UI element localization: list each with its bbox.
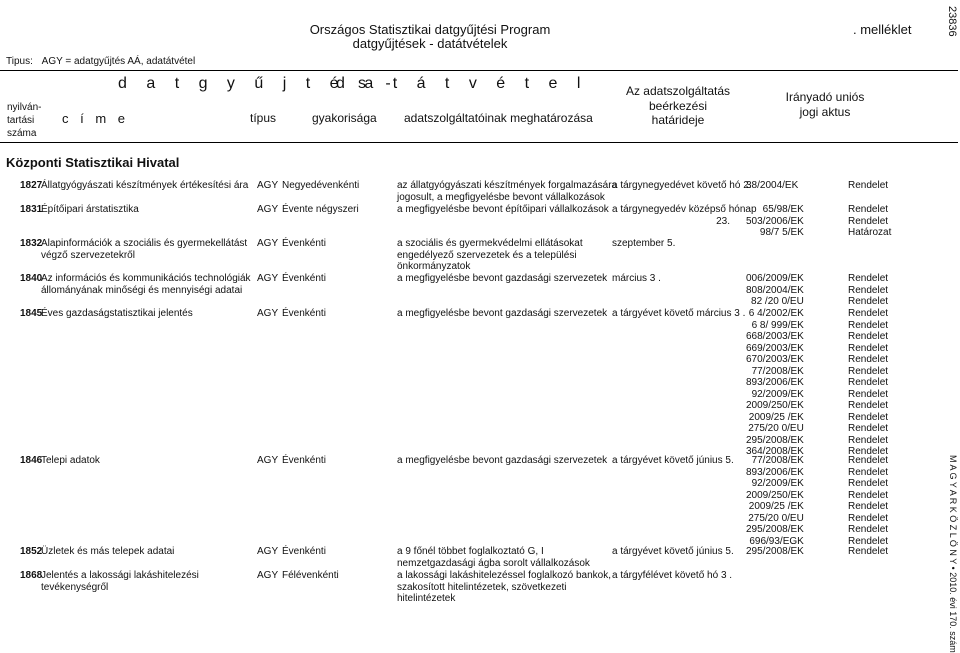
row-acts-line: 295/2008/EK — [746, 434, 804, 446]
row-acts — [746, 308, 804, 458]
row-deadline-line: a tárgyévet követő június 5. — [612, 546, 734, 557]
row-acts-line: 503/2006/EK — [746, 215, 804, 227]
row-providers — [397, 273, 607, 285]
row-kinds-line: Rendelet — [848, 377, 889, 388]
row-acts-line: 669/2003/EK — [746, 342, 804, 354]
row-acts — [746, 273, 804, 308]
row-acts-line: 77/2008/EK — [751, 455, 804, 466]
row-providers-line: a megfigyelésbe bevont gazdasági szervezetek — [397, 273, 608, 284]
row-title — [41, 455, 100, 467]
row-acts — [746, 455, 804, 547]
row-frequency: Évenkénti — [282, 273, 326, 284]
row-acts-line: 2009/25 /EK — [748, 501, 804, 512]
row-providers — [397, 180, 617, 203]
row-frequency: Évenkénti — [282, 308, 326, 319]
row-kinds-line: Rendelet — [848, 524, 889, 535]
row-kinds-line: Rendelet — [848, 434, 889, 446]
row-number: 1845 — [20, 308, 43, 319]
type-label — [6, 56, 195, 68]
row-kinds-line: Rendelet — [848, 388, 889, 400]
col-iranyado-1: Irányadó uniós — [785, 90, 865, 104]
section-title: Központi Statisztikai Hivatal — [6, 155, 180, 170]
row-title — [41, 204, 139, 216]
row-deadline-line: a tárgynegyedév középső hónap — [612, 204, 757, 215]
row-acts-line: 92/2009/EK — [751, 478, 804, 489]
row-kinds-line: Rendelet — [848, 546, 889, 557]
row-title — [41, 273, 251, 296]
row-frequency: Évenkénti — [282, 238, 326, 249]
row-title-line: Telepi adatok — [41, 455, 100, 466]
col-szolgaltatoi: adatszolgáltatóinak meghatározása — [404, 111, 593, 125]
row-title-line: Építőipari árstatisztika — [41, 204, 139, 215]
row-kinds-line: Rendelet — [848, 400, 889, 411]
row-acts-line: 696/93/EGK — [749, 535, 804, 547]
row-frequency: Évente négyszeri — [282, 204, 359, 215]
col-beerkezesi-3: határideje — [651, 113, 705, 127]
row-acts-line: 295/2008/EK — [746, 524, 804, 535]
row-providers-line: a lakossági lakáshitelezéssel foglalkozó bankok, — [397, 570, 612, 581]
row-title — [41, 180, 248, 192]
row-type: AGY — [257, 238, 279, 249]
row-acts-line: 2009/250/EK — [746, 489, 804, 501]
row-deadline-line: a tárgynegyedévet követő hó 2. — [612, 180, 752, 191]
col-nyilvantartasi — [7, 101, 41, 140]
row-title-line: Az információs és kommunikációs technológiák — [41, 273, 251, 284]
row-acts-line: 893/2006/EK — [746, 466, 804, 478]
row-providers-line: a szociális és gyermekvédelmi ellátásokat — [397, 238, 583, 249]
row-frequency: Évenkénti — [282, 546, 326, 557]
row-deadline — [612, 570, 732, 582]
row-providers-line: hitelintézetek — [397, 593, 456, 604]
row-title-line: Alapinformációk a szociális és gyermekellátást — [41, 238, 248, 249]
row-number: 1831 — [20, 204, 43, 215]
row-acts — [746, 180, 798, 192]
row-providers-line: a megfigyelésbe bevont építőipari vállalkozások — [397, 204, 609, 215]
row-type: AGY — [257, 455, 279, 466]
row-kinds-line: Rendelet — [848, 489, 889, 501]
row-kinds-line: Rendelet — [848, 501, 889, 512]
row-number: 1852 — [20, 546, 43, 557]
row-kinds-line: Rendelet — [848, 331, 889, 342]
row-providers-line: a megfigyelésbe bevont gazdasági szervezetek — [397, 455, 608, 466]
row-deadline — [612, 546, 734, 558]
row-kinds-line: Rendelet — [848, 535, 889, 547]
row-acts-line: 65/98/EK — [762, 204, 804, 215]
side-journal-text: M A G Y A R K Ö Z L Ö N Y • 2010. évi 170. szám — [948, 455, 958, 653]
program-title-line2: datgyűjtések - datátvételek — [352, 36, 508, 51]
annex-label: . melléklet — [853, 22, 912, 37]
row-kinds — [848, 204, 891, 239]
col-nyilvantartasi-3: száma — [7, 128, 37, 139]
row-title-line: Jelentés a lakossági lakáshitelezési — [41, 570, 199, 581]
row-kinds-line: Rendelet — [848, 466, 889, 478]
row-deadline-line: 23. — [716, 215, 730, 227]
row-kinds-line: Rendelet — [848, 446, 889, 457]
row-providers-line: önkormányzatok — [397, 261, 471, 272]
row-kinds-line: Rendelet — [848, 319, 889, 331]
col-tipus: típus — [250, 111, 277, 125]
row-kinds — [848, 546, 888, 558]
row-deadline-line: a tárgyfélévet követő hó 3 . — [612, 570, 733, 581]
header-bottom-rule — [0, 142, 958, 143]
row-kinds-line: Rendelet — [848, 365, 889, 377]
row-deadline — [612, 180, 752, 192]
row-acts-line: 6 4/2002/EK — [748, 308, 804, 319]
row-deadline-line: március 3 . — [612, 273, 661, 284]
row-kinds-line: Rendelet — [848, 342, 889, 354]
row-title-line: Állatgyógyászati készítmények értékesítési ára — [41, 180, 249, 191]
col-nyilvantartasi-2: tartási — [7, 115, 35, 126]
col-beerkezesi-1: Az adatszolgáltatás — [625, 84, 731, 98]
row-title — [41, 308, 193, 320]
row-providers-line: jogosult, a megfigyelésbe bevont vállalkozások — [397, 191, 605, 203]
row-kinds-line: Rendelet — [848, 308, 889, 319]
row-kinds — [848, 455, 888, 547]
row-kinds-line: Rendelet — [848, 215, 889, 227]
row-providers — [397, 455, 607, 467]
row-providers — [397, 204, 609, 216]
row-acts-line: 38/2004/EK — [746, 180, 799, 191]
row-title-line: Éves gazdaságstatisztikai jelentés — [41, 308, 193, 319]
row-deadline — [612, 238, 675, 250]
row-title-line: Üzletek és más telepek adatai — [41, 546, 175, 557]
col-beerkezesi-2: beérkezési — [648, 98, 708, 113]
row-kinds-line: Rendelet — [848, 423, 889, 434]
col-beerkezesi — [620, 84, 736, 128]
col-iranyado — [770, 90, 880, 119]
row-acts-line: 275/20 0/EU — [748, 423, 804, 434]
row-acts-line: 668/2003/EK — [746, 331, 804, 342]
row-type: AGY — [257, 308, 279, 319]
col-cime: c í m e — [62, 111, 130, 126]
row-frequency: Negyedévenkénti — [282, 180, 360, 191]
row-number: 1868 — [20, 570, 43, 581]
row-acts-line: 82 /20 0/EU — [751, 296, 804, 307]
row-kinds — [848, 308, 888, 458]
row-deadline — [612, 455, 734, 467]
col-datatvetel: d a t á t v é t e l — [336, 75, 588, 92]
row-providers — [397, 570, 611, 605]
row-deadline-line: a tárgyévet követő június 5. — [612, 455, 734, 466]
row-number: 1832 — [20, 238, 43, 249]
row-acts-line: 6 8/ 999/EK — [751, 319, 804, 331]
row-providers-line: a megfigyelésbe bevont gazdasági szervezetek — [397, 308, 608, 319]
row-deadline — [612, 204, 757, 227]
row-acts — [746, 546, 804, 558]
row-title-line: végző szervezetekről — [41, 249, 135, 261]
row-acts-line: 77/2008/EK — [751, 365, 804, 377]
row-type: AGY — [257, 570, 279, 581]
row-title-line: állományának minőségi és mennyiségi adatai — [41, 284, 243, 296]
row-kinds-line: Rendelet — [848, 284, 889, 296]
row-number: 1840 — [20, 273, 43, 284]
row-kinds-line: Rendelet — [848, 411, 889, 423]
row-frequency: Félévenkénti — [282, 570, 339, 581]
page-number: 23836 — [946, 6, 958, 37]
row-kinds-line: Rendelet — [848, 296, 889, 307]
row-acts — [746, 204, 804, 239]
row-kinds — [848, 180, 888, 192]
row-kinds-line: Rendelet — [848, 478, 889, 489]
row-acts-line: 893/2006/EK — [746, 377, 804, 388]
row-deadline-line: szeptember 5. — [612, 238, 676, 249]
col-datgyujtes: d a t g y ű j t é s - — [118, 75, 399, 92]
row-acts-line: 98/7 5/EK — [759, 227, 804, 238]
row-acts-line: 92/2009/EK — [751, 388, 804, 400]
row-title — [41, 238, 247, 261]
row-acts-line: 295/2008/EK — [746, 546, 804, 557]
type-label-text: Tipus: — [6, 56, 33, 67]
row-type: AGY — [257, 204, 279, 215]
row-providers-line: engedélyező szervezetek és a települési — [397, 249, 577, 261]
row-deadline — [612, 273, 661, 285]
row-kinds-line: Rendelet — [848, 512, 889, 524]
row-providers — [397, 308, 607, 320]
row-deadline-line: a tárgyévet követő március 3 . — [612, 308, 746, 319]
row-acts-line: 2009/25 /EK — [748, 411, 804, 423]
row-number: 1827 — [20, 180, 43, 191]
row-frequency: Évenkénti — [282, 455, 326, 466]
row-providers-line: a 9 főnél többet foglalkoztató G, I — [397, 546, 544, 557]
row-title — [41, 546, 174, 558]
row-number: 1846 — [20, 455, 43, 466]
col-gyakorisaga: gyakorisága — [312, 111, 377, 125]
row-kinds-line: Rendelet — [848, 180, 889, 191]
row-providers-line: nemzetgazdasági ágba sorolt vállalkozások — [397, 557, 590, 569]
row-acts-line: 808/2004/EK — [746, 284, 804, 296]
row-acts-line: 006/2009/EK — [746, 273, 804, 284]
header-top-rule — [0, 70, 958, 71]
row-title-line: tevékenységről — [41, 581, 109, 593]
row-type: AGY — [257, 180, 279, 191]
row-providers-line: szakosított hitelintézetek, szövetkezeti — [397, 581, 567, 593]
col-nyilvantartasi-1: nyilván- — [7, 102, 42, 113]
type-label-value: AGY = adatgyűjtés AÁ, adatátvétel — [41, 56, 196, 67]
row-acts-line: 2009/250/EK — [746, 400, 804, 411]
row-kinds-line: Határozat — [848, 227, 892, 238]
row-kinds-line: Rendelet — [848, 354, 889, 365]
row-acts-line: 670/2003/EK — [746, 354, 804, 365]
col-iranyado-2: jogi aktus — [799, 104, 851, 119]
row-kinds-line: Rendelet — [848, 455, 889, 466]
row-kinds — [848, 273, 888, 308]
program-title-line1: Országos Statisztikai datgyűjtési Program — [309, 22, 551, 37]
row-type: AGY — [257, 546, 279, 557]
row-providers-line: az állatgyógyászati készítmények forgalmazására — [397, 180, 618, 191]
row-kinds-line: Rendelet — [848, 204, 889, 215]
row-acts-line: 275/20 0/EU — [748, 512, 804, 524]
row-kinds-line: Rendelet — [848, 273, 889, 284]
row-providers — [397, 238, 583, 273]
row-type: AGY — [257, 273, 279, 284]
row-providers — [397, 546, 590, 569]
row-deadline — [612, 308, 745, 320]
row-title — [41, 570, 199, 593]
row-acts-line: 364/2008/EK — [746, 446, 804, 457]
